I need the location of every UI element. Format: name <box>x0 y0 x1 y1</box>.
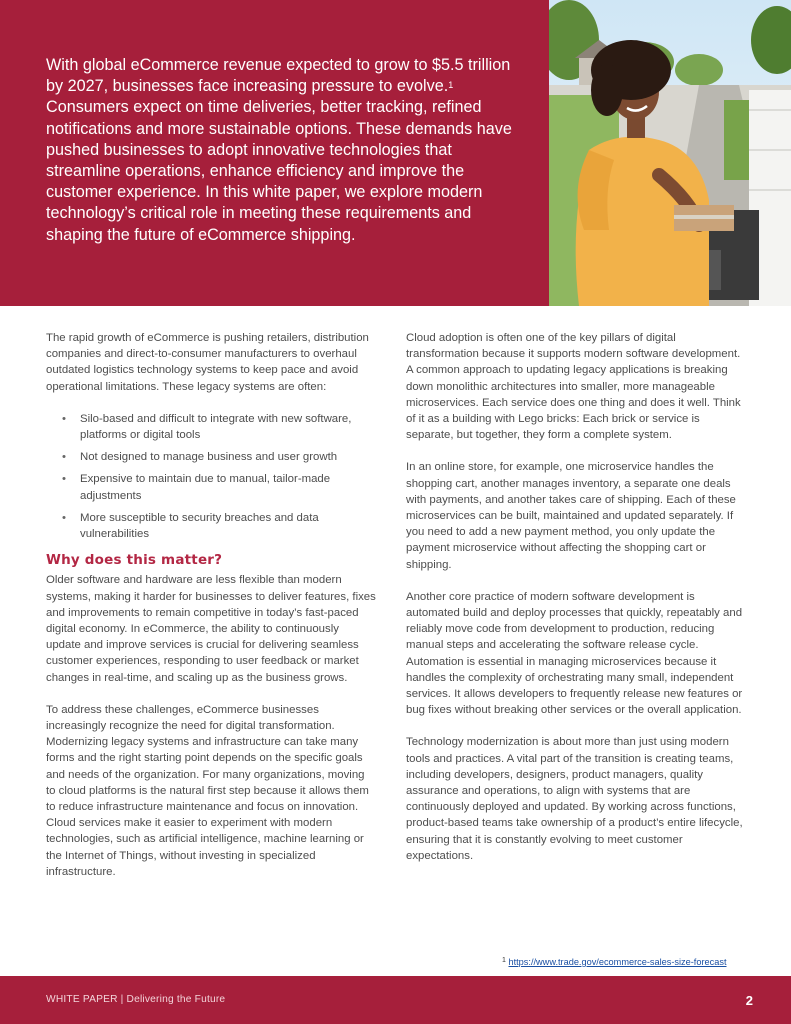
list-item: • Expensive to maintain due to manual, tailor-made adjustments <box>62 471 376 503</box>
intro-paragraph: The rapid growth of eCommerce is pushing retailers, distribution companies and direct-to-consumer manufacturers to overhaul outdated logistics technology systems to keep pace and avoid operational limitations. These legacy systems are often: <box>46 332 369 393</box>
hero-text-part-1: With global eCommerce revenue expected to grow to $5.5 trillion by 2027, businesses face increasing pressure to evolve. <box>46 56 511 96</box>
page-number: 2 <box>745 993 753 1008</box>
footnote-link[interactable]: https://www.trade.gov/ecommerce-sales-size-forecast <box>508 957 727 967</box>
hero-text-part-2: Consumers expect on time deliveries, better tracking, refined notifications and more sustainable options. These demands have pushed businesses to adopt innovative technologies that streamline operations, enhance efficiency and improve the customer experience. In this white paper, we explore modern technology’s critical role in meeting these requirements and shaping the future of eCommerce shipping. <box>46 98 512 244</box>
footer-label: WHITE PAPER | Delivering the Future <box>46 994 226 1005</box>
section-heading: Why does this matter? <box>46 552 223 569</box>
legacy-systems-list <box>62 411 376 542</box>
list-item: • More susceptible to security breaches and data vulnerabilities <box>62 510 376 542</box>
body-paragraph: Another core practice of modern software development is automated build and deploy processes that quickly, repeatably and reliably move code from development to production, reducing manual steps and accelerating the software release cycle. Automation is essential in managing microservices because it handles the complexity of orchestrating many small, independent services. It allows developers to frequently release new features or bug fixes without breaking other services or the overall application. <box>406 590 743 717</box>
body-paragraph: In an online store, for example, one microservice handles the shopping cart, another manages inventory, a separate one deals with payments, and another takes care of shipping. Each of these microservices can be built, maintained and updated separately. If you need to add a new payment method, you only update the payment microservice without affecting the shopping cart or shipping. <box>406 461 736 571</box>
hero-footnote-ref: 1 <box>448 80 454 91</box>
woman-receiving-package-photo <box>549 0 791 306</box>
body-paragraph: Cloud adoption is often one of the key pillars of digital transformation because it supports modern software development. A common approach to updating legacy applications is breaking down monolithic architectures into smaller, more manageable microservices. Each service does one thing and does it well. Think of it as a building with Lego bricks: Each brick or service is separate, but together, they form a complete system. <box>406 332 741 442</box>
footnote <box>502 957 727 967</box>
footnote-marker: 1 <box>502 957 506 964</box>
list-item: • Not designed to manage business and user growth <box>62 449 376 465</box>
hero-banner <box>0 0 791 306</box>
hero-panel <box>0 0 549 306</box>
right-column <box>406 330 746 880</box>
page-footer <box>0 976 791 1024</box>
body-paragraph: Older software and hardware are less flexible than modern systems, making it harder for businesses to deliver features, fixes and improvements to remain competitive in today’s fast-paced digital economy. In eCommerce, the ability to continuously update and improve services is crucial for delivering seamless customer experiences, responding to user feedback or market changes in real-time, and scaling up as the business grows. <box>46 574 376 684</box>
list-item: • Silo-based and difficult to integrate with new software, platforms or digital tools <box>62 411 376 443</box>
body-paragraph: To address these challenges, eCommerce businesses increasingly recognize the need for digital transformation. Modernizing legacy systems and infrastructure can take many forms and the right starting point depends on the specific goals and needs of the organization. For many organizations, moving to cloud platforms is the natural first step because it allows them to reduce infrastructure maintenance and focus on innovation. Cloud services make it easier to experiment with modern technologies, such as artificial intelligence, machine learning or the Internet of Things, without investing in specialized infrastructure. <box>46 703 369 878</box>
body-paragraph: Technology modernization is about more than just using modern tools and practices. A vital part of the transition is creating teams, including developers, designers, product managers, quality assurance and operations, to align with systems that are continuously deployed and updated. By working across functions, product-based teams take ownership of a product’s entire lifecycle, ensuring that it is constantly evolving to meet customer expectations. <box>406 736 743 862</box>
hero-intro-text <box>46 55 526 246</box>
left-column <box>46 330 376 896</box>
photo-illustration <box>549 0 791 306</box>
